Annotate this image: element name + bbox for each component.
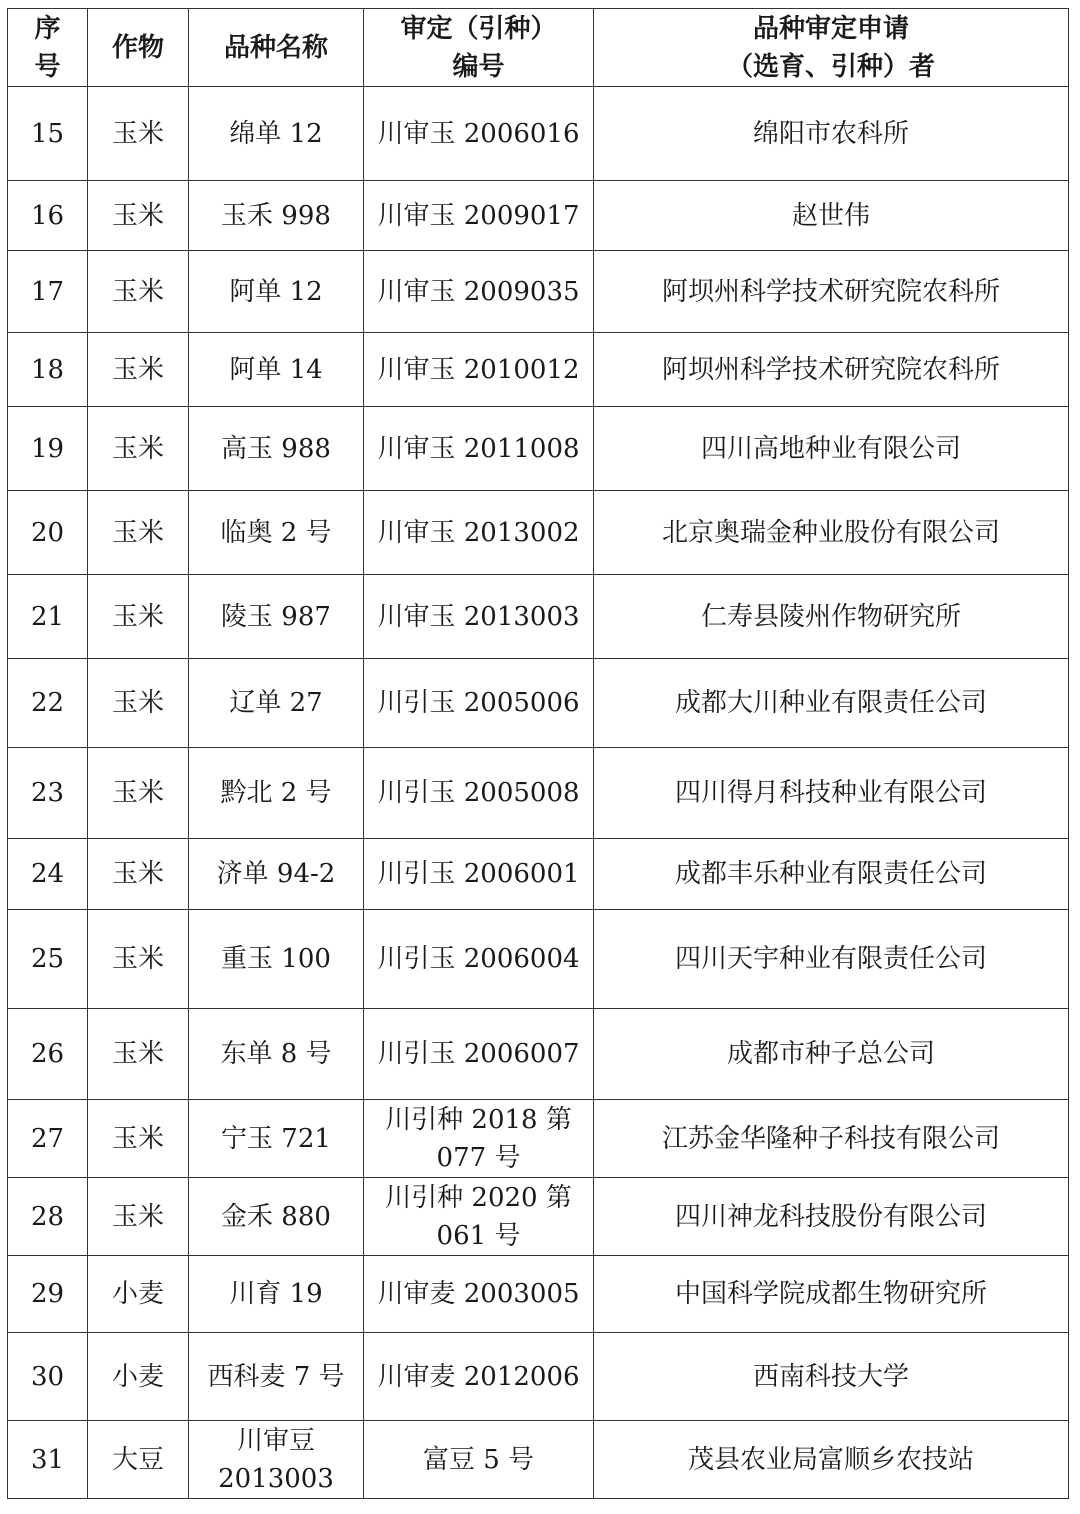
table-row [8,1421,1069,1499]
header-applicant: 品种审定申请 （选育、引种）者 [594,9,1069,87]
variety-table [7,8,1069,1499]
cell-seq: 27 [8,1100,88,1178]
cell-applicant: 江苏金华隆种子科技有限公司 [594,1100,1069,1178]
table-row [8,87,1069,181]
cell-seq: 30 [8,1333,88,1421]
table-row [8,1333,1069,1421]
cell-variety: 黔北 2 号 [189,748,364,839]
cell-variety: 金禾 880 [189,1178,364,1256]
cell-seq: 20 [8,491,88,575]
cell-crop: 玉米 [88,1009,189,1100]
cell-cert: 川引玉 2005008 [364,748,594,839]
cell-applicant: 成都市种子总公司 [594,1009,1069,1100]
cell-crop: 小麦 [88,1333,189,1421]
cell-crop: 玉米 [88,491,189,575]
cell-crop: 玉米 [88,181,189,251]
cell-crop: 玉米 [88,910,189,1009]
cell-seq: 28 [8,1178,88,1256]
table-row [8,748,1069,839]
cell-variety: 临奥 2 号 [189,491,364,575]
cell-seq: 15 [8,87,88,181]
cell-crop: 玉米 [88,407,189,491]
cell-cert: 川审玉 2013002 [364,491,594,575]
cell-variety: 玉禾 998 [189,181,364,251]
cell-seq: 26 [8,1009,88,1100]
cell-variety: 阿单 14 [189,333,364,407]
table-row [8,491,1069,575]
cell-seq: 16 [8,181,88,251]
cell-cert: 川引种 2018 第 077 号 [364,1100,594,1178]
cell-applicant: 仁寿县陵州作物研究所 [594,575,1069,659]
cell-crop: 玉米 [88,333,189,407]
cell-crop: 玉米 [88,659,189,748]
table-row [8,1256,1069,1333]
cell-variety: 川审豆 2013003 [189,1421,364,1499]
cell-cert: 川审玉 2009017 [364,181,594,251]
cell-variety: 济单 94-2 [189,839,364,910]
cell-cert: 川审麦 2003005 [364,1256,594,1333]
cell-applicant: 阿坝州科学技术研究院农科所 [594,333,1069,407]
cell-seq: 18 [8,333,88,407]
cell-applicant: 茂县农业局富顺乡农技站 [594,1421,1069,1499]
table-row [8,251,1069,333]
cell-variety: 辽单 27 [189,659,364,748]
cell-variety: 高玉 988 [189,407,364,491]
header-seq: 序 号 [8,9,88,87]
table-row [8,839,1069,910]
cell-crop: 玉米 [88,1178,189,1256]
table-row [8,407,1069,491]
cell-cert: 富豆 5 号 [364,1421,594,1499]
cell-variety: 宁玉 721 [189,1100,364,1178]
cell-applicant: 中国科学院成都生物研究所 [594,1256,1069,1333]
cell-cert: 川审玉 2011008 [364,407,594,491]
cell-cert: 川引种 2020 第 061 号 [364,1178,594,1256]
table-row [8,575,1069,659]
cell-applicant: 成都丰乐种业有限责任公司 [594,839,1069,910]
table-row [8,181,1069,251]
cell-variety: 川育 19 [189,1256,364,1333]
cell-cert: 川审玉 2013003 [364,575,594,659]
cell-applicant: 四川神龙科技股份有限公司 [594,1178,1069,1256]
cell-seq: 19 [8,407,88,491]
cell-cert: 川审玉 2010012 [364,333,594,407]
cell-applicant: 四川天宇种业有限责任公司 [594,910,1069,1009]
cell-crop: 玉米 [88,839,189,910]
cell-applicant: 北京奥瑞金种业股份有限公司 [594,491,1069,575]
cell-applicant: 四川得月科技种业有限公司 [594,748,1069,839]
cell-variety: 东单 8 号 [189,1009,364,1100]
cell-variety: 陵玉 987 [189,575,364,659]
header-crop: 作物 [88,9,189,87]
cell-crop: 玉米 [88,1100,189,1178]
cell-variety: 重玉 100 [189,910,364,1009]
cell-crop: 玉米 [88,575,189,659]
cell-variety: 西科麦 7 号 [189,1333,364,1421]
cell-applicant: 四川高地种业有限公司 [594,407,1069,491]
cell-crop: 小麦 [88,1256,189,1333]
cell-cert: 川审玉 2009035 [364,251,594,333]
cell-crop: 大豆 [88,1421,189,1499]
cell-applicant: 阿坝州科学技术研究院农科所 [594,251,1069,333]
cell-seq: 23 [8,748,88,839]
cell-applicant: 赵世伟 [594,181,1069,251]
cell-applicant: 西南科技大学 [594,1333,1069,1421]
header-variety: 品种名称 [189,9,364,87]
table-row [8,659,1069,748]
cell-crop: 玉米 [88,748,189,839]
cell-cert: 川审麦 2012006 [364,1333,594,1421]
cell-applicant: 成都大川种业有限责任公司 [594,659,1069,748]
cell-seq: 21 [8,575,88,659]
cell-cert: 川引玉 2005006 [364,659,594,748]
cell-cert: 川引玉 2006007 [364,1009,594,1100]
cell-seq: 29 [8,1256,88,1333]
table-row [8,1100,1069,1178]
cell-seq: 24 [8,839,88,910]
cell-variety: 绵单 12 [189,87,364,181]
cell-seq: 17 [8,251,88,333]
cell-crop: 玉米 [88,87,189,181]
cell-cert: 川审玉 2006016 [364,87,594,181]
cell-crop: 玉米 [88,251,189,333]
cell-variety: 阿单 12 [189,251,364,333]
cell-seq: 31 [8,1421,88,1499]
table-row [8,910,1069,1009]
cell-cert: 川引玉 2006004 [364,910,594,1009]
cell-applicant: 绵阳市农科所 [594,87,1069,181]
cell-cert: 川引玉 2006001 [364,839,594,910]
header-cert: 审定（引种） 编号 [364,9,594,87]
table-row [8,1178,1069,1256]
cell-seq: 25 [8,910,88,1009]
header-row [8,9,1069,87]
table-row [8,333,1069,407]
cell-seq: 22 [8,659,88,748]
table-row [8,1009,1069,1100]
